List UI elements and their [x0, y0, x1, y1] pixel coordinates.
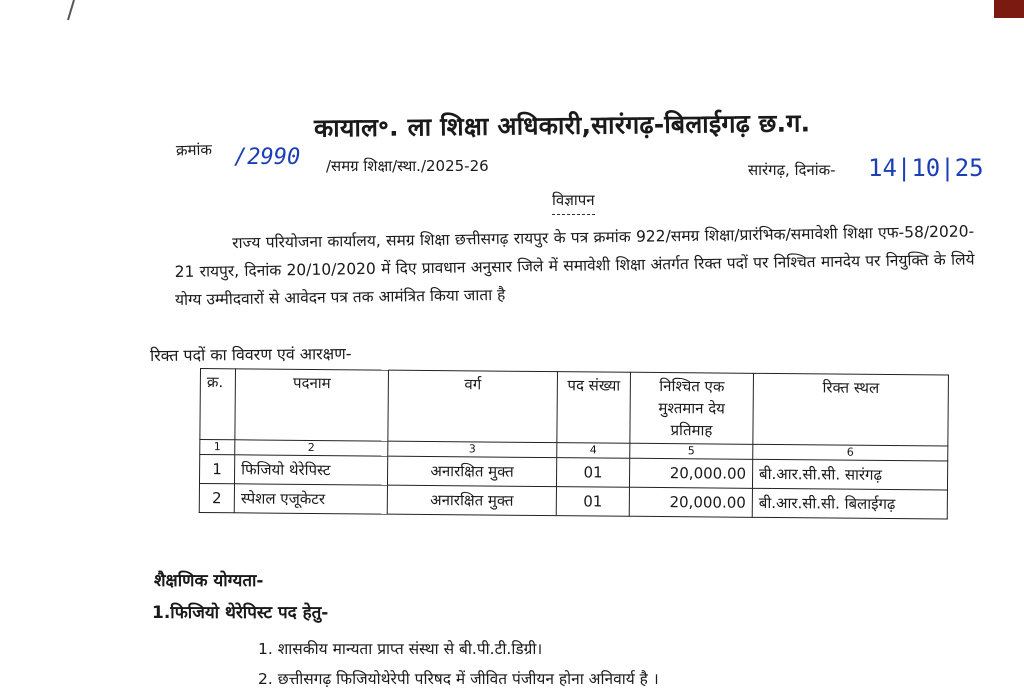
- qualification-subheading: 1.फिजियो थेरेपिस्ट पद हेतु-: [152, 603, 329, 623]
- list-item: 1. शासकीय मान्यता प्राप्त संस्था से बी.पी.टी.डिग्री।: [258, 640, 543, 658]
- table-header-row: [200, 369, 949, 447]
- column-header-count: पद संख्या: [557, 372, 631, 444]
- column-header-post: पदनाम: [235, 369, 389, 441]
- date-value: 14|10|25: [868, 154, 984, 182]
- list-item: 2. छत्तीसगढ़ फिजियोथेरेपी परिषद में जीवित पंजीयन होना अनिवार्य है ।: [258, 670, 659, 688]
- notice-heading: विज्ञापन: [552, 190, 595, 215]
- notice-body: [174, 217, 975, 314]
- column-number: 6: [753, 444, 948, 461]
- row-pay: 20,000.00: [629, 487, 752, 517]
- row-category: अनारक्षित मुक्त: [387, 456, 556, 486]
- row-place: बी.आर.सी.सी. सारंगढ़: [752, 459, 947, 490]
- row-post: फिजियो थेरेपिस्ट: [234, 455, 387, 485]
- row-place: बी.आर.सी.सी. बिलाईगढ़: [752, 488, 947, 519]
- notice-body-text: राज्य परियोजना कार्यालय, समग्र शिक्षा छत्तीसगढ़ रायपुर के पत्र क्रमांक 922/समग्र शिक्षा/प्रारंभिक/समावेशी शिक्षा एफ-58/2020-21 रायपुर, दिनांक 20/10/2020 में दिए प्रावधान अनुसार जिले में समावेशी शिक्षा अंतर्गत रिक्त पदों पर निश्चित मानदेय पर नियुक्ति के लिये योग्य उम्मीदवारों से आवेदन पत्र तक आमंत्रित किया जाता है: [174, 222, 975, 309]
- reference-suffix: /समग्र शिक्षा/स्था./2025-26: [326, 157, 489, 175]
- qualification-list: [258, 634, 659, 694]
- row-sr: 1: [199, 455, 234, 484]
- column-header-place: रिक्त स्थल: [753, 373, 949, 446]
- qualification-heading: शैक्षणिक योग्यता-: [154, 571, 264, 591]
- reference-number: /2990: [234, 145, 301, 170]
- column-header-category: वर्ग: [388, 370, 558, 442]
- row-count: 01: [556, 458, 629, 488]
- column-number: 1: [200, 440, 235, 455]
- reference-label: क्रमांक: [175, 140, 213, 160]
- date-label: सारंगढ़, दिनांक-: [748, 161, 836, 179]
- row-sr: 2: [199, 483, 234, 512]
- office-title: कायाल॰. ला शिक्षा अधिकारी,सारंगढ़-बिलाईगढ़ छ.ग.: [313, 108, 811, 143]
- row-pay: 20,000.00: [629, 458, 752, 488]
- row-post: स्पेशल एजूकेटर: [234, 484, 387, 514]
- column-header-sr: क्र.: [200, 369, 236, 440]
- row-category: अनारक्षित मुक्त: [387, 485, 556, 515]
- table-row: [199, 483, 947, 519]
- row-count: 01: [556, 487, 629, 517]
- pen-stroke-mark: [66, 0, 76, 22]
- column-number: 3: [388, 441, 557, 457]
- column-number: 2: [235, 440, 388, 456]
- vacancy-heading: रिक्त पदों का विवरण एवं आरक्षण-: [149, 343, 352, 366]
- corner-stain: [994, 0, 1024, 18]
- column-number: 5: [630, 443, 753, 459]
- vacancy-table: [199, 368, 949, 520]
- column-header-pay: निश्चित एक मुश्तमान देय प्रतिमाह: [630, 372, 754, 444]
- column-number: 4: [557, 443, 630, 459]
